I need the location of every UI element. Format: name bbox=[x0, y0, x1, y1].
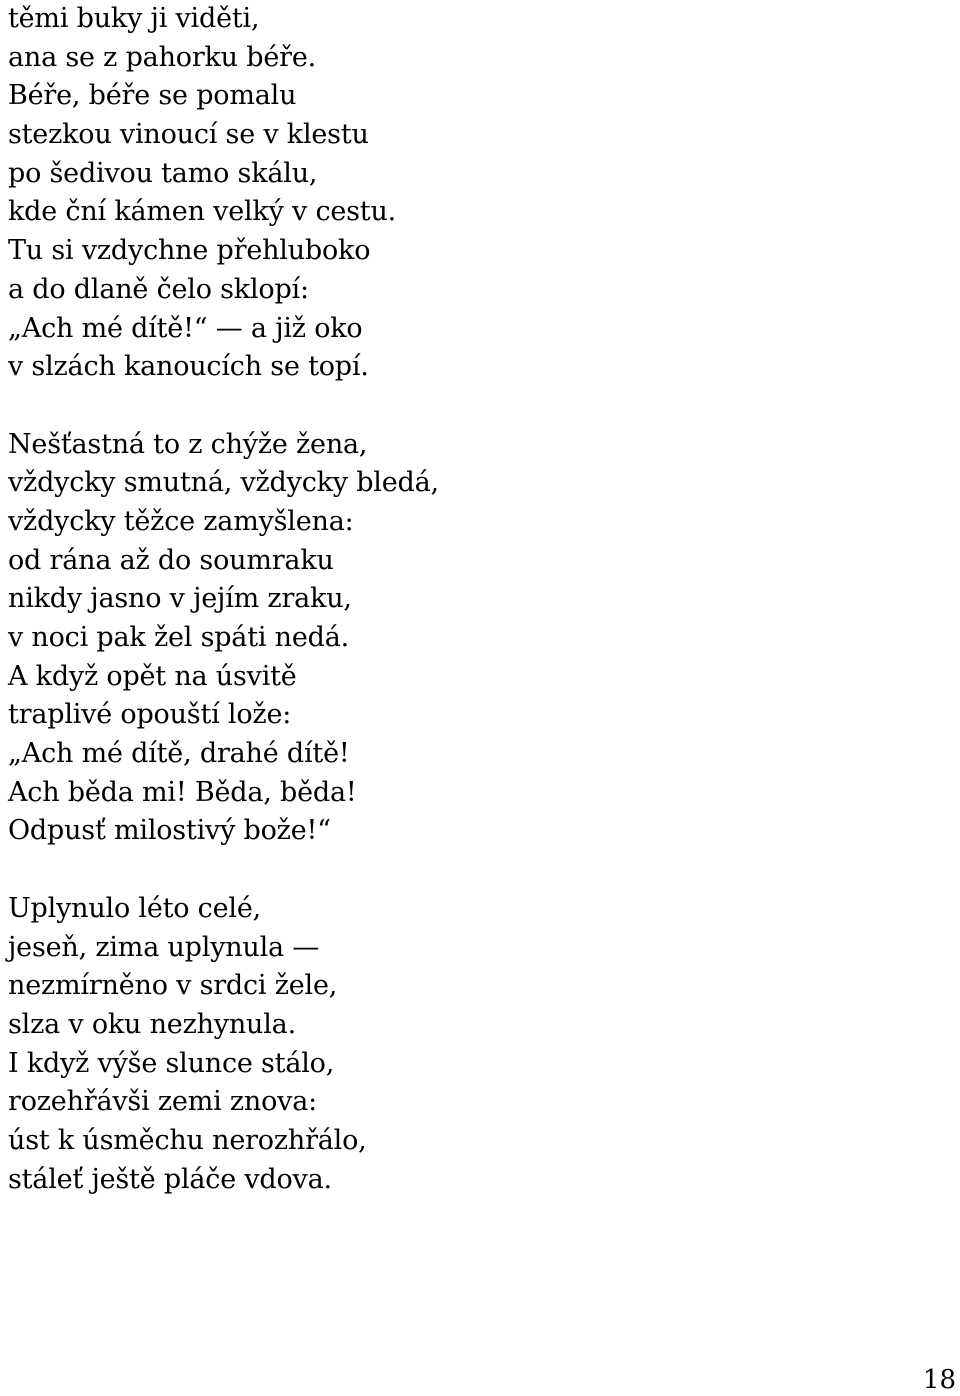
poem-line: Ach běda mi! Běda, běda! bbox=[8, 776, 357, 808]
poem-line: od rána až do soumraku bbox=[8, 544, 334, 576]
poem-line: jeseň, zima uplynula — bbox=[8, 931, 320, 963]
poem-line: traplivé opouští lože: bbox=[8, 699, 292, 731]
poem-line: „Ach mé dítě, drahé dítě! bbox=[8, 738, 350, 770]
stanza-gap bbox=[8, 851, 948, 890]
poem-line: po šedivou tamo skálu, bbox=[8, 157, 318, 189]
poem-line: stezkou vinoucí se v klestu bbox=[8, 119, 369, 151]
poem-line: nezmírněno v srdci žele, bbox=[8, 970, 338, 1002]
poem-line: rozehřávši zemi znova: bbox=[8, 1086, 318, 1118]
stanza-2 bbox=[8, 426, 948, 852]
poem-line: slza v oku nezhynula. bbox=[8, 1008, 296, 1040]
stanza-3 bbox=[8, 890, 948, 1200]
poem-line: a do dlaně čelo sklopí: bbox=[8, 273, 309, 305]
poem-line: úst k úsměchu nerozhřálo, bbox=[8, 1124, 367, 1156]
poem-line: Odpusť milostivý bože!“ bbox=[8, 815, 331, 847]
stanza-1 bbox=[8, 0, 948, 387]
poem-line: kde ční kámen velký v cestu. bbox=[8, 196, 397, 228]
poem-line: I když výše slunce stálo, bbox=[8, 1047, 335, 1079]
poem-line: vždycky smutná, vždycky bledá, bbox=[8, 467, 439, 499]
poem-line: Béře, béře se pomalu bbox=[8, 80, 297, 112]
poem-line: „Ach mé dítě!“ — a již oko bbox=[8, 312, 363, 344]
poem-line: v noci pak žel spáti nedá. bbox=[8, 622, 350, 653]
poem-line: Nešťastná to z chýže žena, bbox=[8, 428, 368, 460]
poem-line: Uplynulo léto celé, bbox=[8, 892, 261, 924]
page-number: 18 bbox=[922, 1365, 956, 1395]
poem-line: A když opět na úsvitě bbox=[8, 660, 297, 692]
poem-line: těmi buky ji viděti, bbox=[8, 3, 260, 34]
poem-line: ana se z pahorku béře. bbox=[8, 41, 316, 73]
poem-line: stáleť ještě pláče vdova. bbox=[8, 1163, 332, 1195]
poem-line: nikdy jasno v jejím zraku, bbox=[8, 583, 352, 615]
poem-line: v slzách kanoucích se topí. bbox=[8, 351, 369, 383]
stanza-gap bbox=[8, 387, 948, 426]
poem-line: vždycky těžce zamyšlena: bbox=[8, 505, 354, 537]
poem-page bbox=[8, 0, 948, 1199]
poem-line: Tu si vzdychne přehluboko bbox=[8, 235, 371, 267]
